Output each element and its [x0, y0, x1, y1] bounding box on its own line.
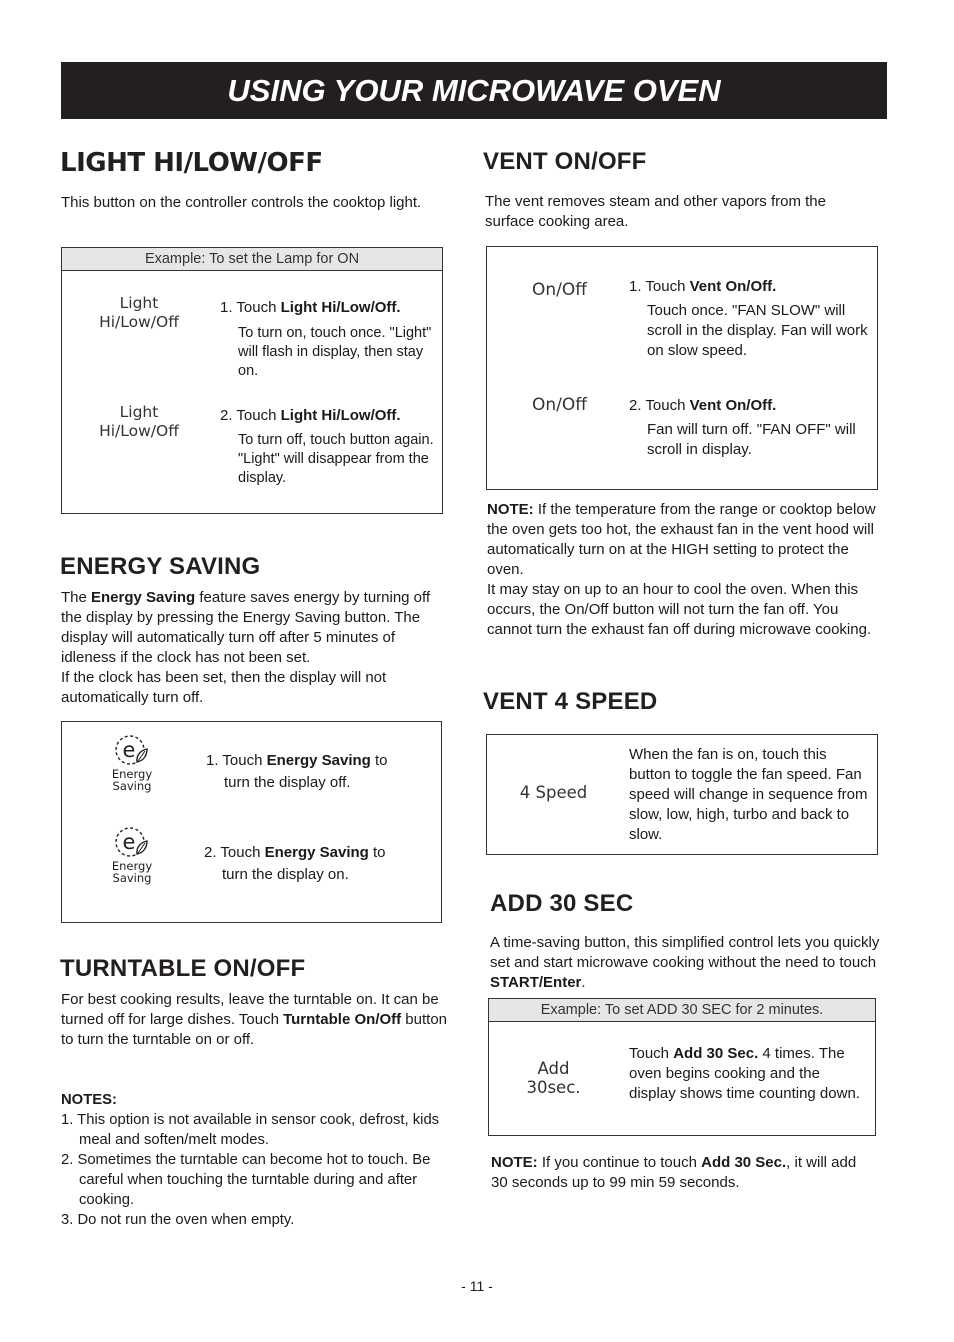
add30-example-box	[488, 998, 876, 1136]
step-detail: To turn off, touch button again. "Light" will disappear from the display.	[238, 432, 434, 486]
icon-label: Energy	[111, 859, 153, 873]
step-detail: Touch once. "FAN SLOW" will scroll in the display. Fan will work on slow speed.	[647, 302, 868, 359]
energy-heading: ENERGY SAVING	[60, 553, 261, 580]
svg-text:e: e	[122, 830, 136, 854]
energy-step-1	[206, 750, 431, 794]
icon-label: Energy	[111, 767, 153, 781]
icon-label: Saving	[112, 779, 152, 793]
add30-intro: A time-saving button, this simplified control lets you quickly set and start microwave cooking without the need to touch START/Enter.	[490, 934, 880, 991]
panel-text: Hi/Low/Off	[99, 313, 179, 331]
turntable-heading: TURNTABLE ON/OFF	[60, 955, 306, 982]
energy-p1: The Energy Saving feature saves energy by turning off the display by pressing the Energy Saving button. The display will automatically turn off after 5 minutes of idleness if the clock has not been set.	[61, 589, 431, 666]
notes-label: NOTES:	[61, 1092, 117, 1108]
step-detail: To turn on, touch once. "Light" will flash in display, then stay on.	[238, 325, 432, 379]
energy-saving-button-1	[110, 732, 154, 792]
vent-example-box	[486, 246, 878, 490]
vent-note-p2: It may stay on up to an hour to cool the oven. When this occurs, the On/Off button will not turn the fan off. You cannot turn the exhaust fan off during microwave cooking.	[487, 581, 872, 638]
add30-step: Touch Add 30 Sec. 4 times. The oven begins cooking and the display shows time counting down.	[629, 1045, 860, 1102]
page-number: - 11 -	[461, 1278, 493, 1294]
vent-note	[487, 500, 882, 640]
vent4-heading: VENT 4 SPEED	[483, 688, 658, 715]
energy-step-2	[204, 842, 429, 886]
energy-paragraph	[61, 588, 447, 708]
panel-text: Light	[119, 294, 159, 312]
energy-p2: If the clock has been set, then the display will not automatically turn off.	[61, 669, 387, 706]
energy-saving-button-2	[110, 824, 154, 884]
energy-saving-icon	[114, 824, 150, 860]
step-title: 1. Touch Energy Saving to	[206, 752, 388, 769]
turntable-notes	[61, 1090, 453, 1230]
light-example-box	[61, 247, 443, 514]
light-step-2	[220, 406, 435, 488]
light-intro: This button on the controller controls the cooktop light.	[61, 194, 422, 211]
note-item: 2. Sometimes the turntable can become hot to touch. Be careful when touching the turntable during and after cooking.	[61, 1152, 431, 1208]
energy-example-box	[61, 721, 442, 923]
panel-text: Light	[119, 403, 159, 421]
turntable-paragraph: For best cooking results, leave the turntable on. It can be turned off for large dishes. Touch Turntable On/Off button to turn the turntable on or off.	[61, 991, 448, 1048]
add30-example-header: Example: To set ADD 30 SEC for 2 minutes.	[489, 999, 875, 1022]
step-detail: turn the display on.	[222, 866, 349, 883]
step-title: 2. Touch Energy Saving to	[204, 844, 386, 861]
vent4-description: When the fan is on, touch this button to toggle the fan speed. Fan speed will change in sequence from slow, low, high, turbo and back to slow.	[629, 746, 868, 843]
vent-intro: The vent removes steam and other vapors from the surface cooking area.	[485, 193, 826, 230]
vent-button-panel-1: On/Off	[532, 280, 587, 300]
step-detail: Fan will turn off. "FAN OFF" will scroll in display.	[647, 421, 856, 458]
vent4-box	[486, 734, 878, 855]
vent-note-p1: NOTE: If the temperature from the range or cooktop below the oven gets too hot, the exhaust fan in the vent hood will automatically turn on at the HIGH setting to protect the oven.	[487, 501, 876, 578]
light-button-panel-2	[84, 403, 194, 441]
panel-text: Hi/Low/Off	[99, 422, 179, 440]
light-step-1	[220, 298, 435, 381]
step-title: 2. Touch Vent On/Off.	[629, 397, 777, 414]
add30-note: NOTE: If you continue to touch Add 30 Sec., it will add 30 seconds up to 99 min 59 seconds.	[491, 1154, 857, 1191]
vent-step-1	[629, 277, 869, 361]
note-item: 3. Do not run the oven when empty.	[61, 1212, 295, 1228]
add30-button-panel	[511, 1059, 596, 1097]
page-banner: USING YOUR MICROWAVE OVEN	[61, 62, 887, 119]
step-title: 1. Touch Vent On/Off.	[629, 278, 777, 295]
vent-button-panel-2: On/Off	[532, 395, 587, 415]
vent-step-2	[629, 396, 869, 460]
note-item: 1. This option is not available in sensor cook, defrost, kids meal and soften/melt modes.	[61, 1112, 440, 1148]
step-title: 2. Touch Light Hi/Low/Off.	[220, 407, 401, 424]
vent-heading: VENT ON/OFF	[483, 148, 647, 175]
vent4-button-panel: 4 Speed	[519, 783, 588, 802]
light-heading: LIGHT HI/LOW/OFF	[60, 148, 323, 178]
energy-saving-icon	[114, 732, 150, 768]
step-title: 1. Touch Light Hi/Low/Off.	[220, 299, 401, 316]
icon-label: Saving	[112, 871, 152, 885]
panel-text: 30sec.	[526, 1078, 581, 1097]
panel-text: Add	[537, 1059, 570, 1078]
light-example-header: Example: To set the Lamp for ON	[62, 248, 442, 271]
step-detail: turn the display off.	[224, 774, 351, 791]
light-button-panel-1	[84, 294, 194, 332]
add30-heading: ADD 30 SEC	[490, 890, 634, 917]
svg-text:e: e	[122, 738, 136, 762]
